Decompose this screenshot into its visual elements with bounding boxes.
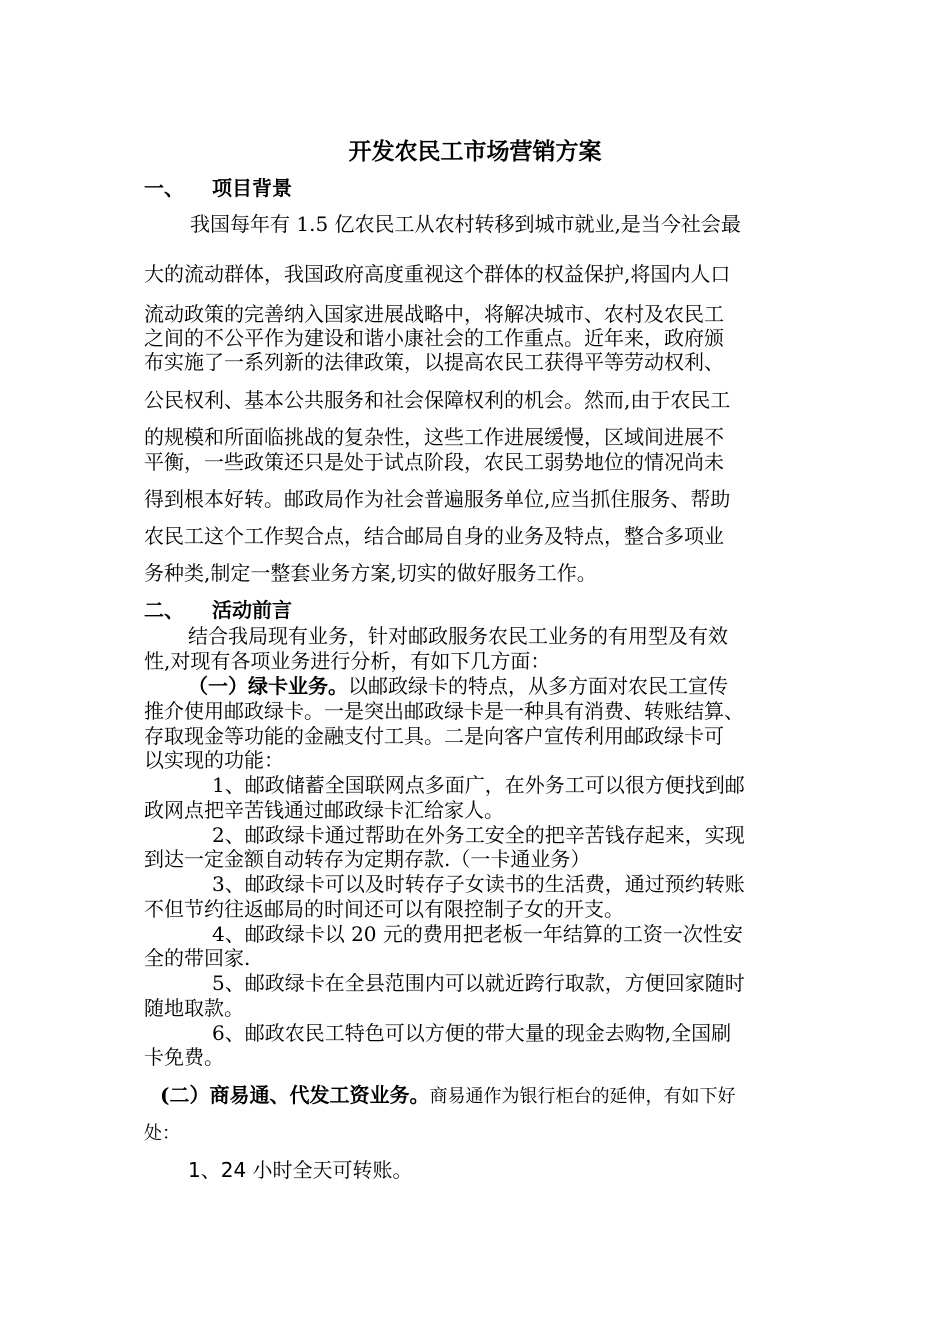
list-item: 1、24 小时全天可转账。: [188, 1158, 413, 1182]
section-2-title: 活动前言: [212, 598, 292, 622]
list-item: 3、邮政绿卡可以及时转存子女读书的生活费，通过预约转账: [212, 872, 745, 896]
paragraph-1-line: 之间的不公平作为建设和谐小康社会的工作重点。近年来，政府颁: [144, 326, 724, 350]
paragraph-1-line: 农民工这个工作契合点，结合邮局自身的业务及特点，整合多项业: [144, 524, 724, 548]
list-item: 2、邮政绿卡通过帮助在外务工安全的把辛苦钱存起来，实现: [212, 823, 745, 847]
section-1-heading: [144, 176, 292, 200]
business-heading: (二）商易通、代发工资业务。: [160, 1083, 430, 1107]
business-intro: [160, 1083, 735, 1109]
section-2-heading: [144, 598, 292, 622]
list-item: 6、邮政农民工特色可以方便的带大量的现金去购物,全国刷: [212, 1021, 732, 1045]
business-line: 商易通作为银行柜台的延伸，有如下好: [429, 1086, 736, 1107]
document-title: 开发农民工市场营销方案: [348, 138, 602, 165]
paragraph-1-line: 我国每年有 1.5 亿农民工从农村转移到城市就业,是当今社会最: [190, 212, 741, 236]
green-card-heading: （一）绿卡业务。: [188, 674, 348, 698]
list-item: 1、邮政储蓄全国联网点多面广，在外务工可以很方便找到邮: [212, 773, 745, 797]
list-item: 全的带回家.: [144, 946, 251, 970]
green-card-line: 以邮政绿卡的特点，从多方面对农民工宣传: [348, 674, 728, 698]
section-1-number: 一、: [144, 176, 184, 200]
list-item: 不但节约往返邮局的时间还可以有限控制子女的开支。: [144, 897, 624, 921]
paragraph-1-line: 得到根本好转。邮政局作为社会普遍服务单位,应当抓住服务、帮助: [144, 487, 731, 511]
green-card-line: 存取现金等功能的金融支付工具。二是向客户宣传利用邮政绿卡可: [144, 724, 724, 748]
paragraph-1-line: 流动政策的完善纳入国家进展战略中，将解决城市、农村及农民工: [144, 302, 724, 326]
section-2-number: 二、: [144, 598, 184, 622]
paragraph-1-line: 的规模和所面临挑战的复杂性，这些工作进展缓慢，区域间进展不: [144, 425, 724, 449]
list-item: 5、邮政绿卡在全县范围内可以就近跨行取款，方便回家随时: [212, 971, 745, 995]
paragraph-1-line: 平衡，一些政策还只是处于试点阶段，农民工弱势地位的情况尚未: [144, 450, 724, 474]
paragraph-1-line: 公民权利、基本公共服务和社会保障权利的机会。然而,由于农民工: [144, 388, 731, 412]
section-1-title: 项目背景: [212, 176, 292, 200]
green-card-intro: [188, 674, 728, 698]
list-item: 4、邮政绿卡以 20 元的费用把老板一年结算的工资一次性安: [212, 922, 743, 946]
list-item: 随地取款。: [144, 996, 244, 1020]
list-item: 到达一定金额自动转存为定期存款.（一卡通业务）: [144, 847, 591, 871]
paragraph-1-line: 布实施了一系列新的法律政策，以提高农民工获得平等劳动权利、: [144, 350, 724, 374]
paragraph-2-line: 性,对现有各项业务进行分析，有如下几方面：: [144, 649, 551, 673]
business-line: 处：: [144, 1123, 180, 1144]
paragraph-2-line: 结合我局现有业务，针对邮政服务农民工业务的有用型及有效: [188, 624, 728, 648]
green-card-line: 以实现的功能：: [144, 748, 284, 772]
green-card-line: 推介使用邮政绿卡。一是突出邮政绿卡是一种具有消费、转账结算、: [144, 699, 744, 723]
paragraph-1-line: 大的流动群体，我国政府高度重视这个群体的权益保护,将国内人口: [144, 262, 731, 286]
list-item: 卡免费。: [144, 1045, 224, 1069]
paragraph-1-line: 务种类,制定一整套业务方案,切实的做好服务工作。: [144, 561, 597, 585]
list-item: 政网点把辛苦钱通过邮政绿卡汇给家人。: [144, 798, 504, 822]
